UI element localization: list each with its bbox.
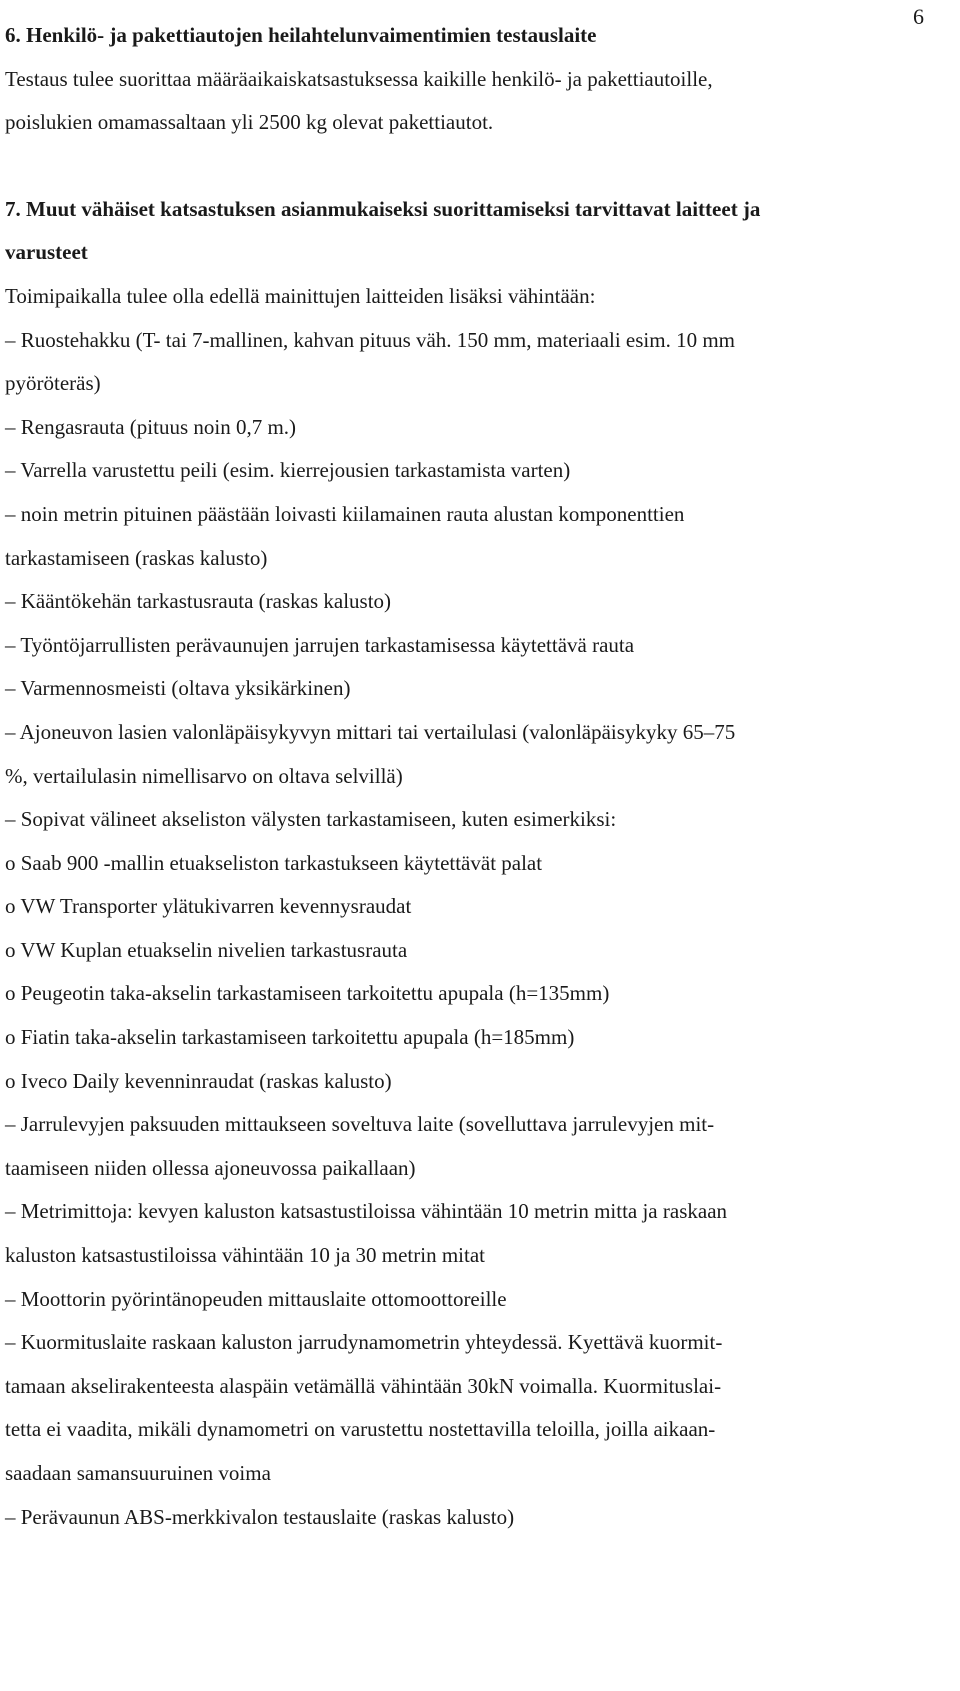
section-6-text-line: poislukien omamassaltaan yli 2500 kg olevat pakettiautot.	[5, 110, 494, 135]
list-item: – noin metrin pituinen päästään loivasti kiilamainen rauta alustan komponenttien	[5, 501, 685, 526]
list-item: – Ruostehakku (T- tai 7-mallinen, kahvan pituus väh. 150 mm, materiaali esim. 10 mm	[5, 327, 736, 352]
list-item: saadaan samansuuruinen voima	[5, 1461, 271, 1485]
section-6-heading: 6. Henkilö- ja pakettiautojen heilahtelunvaimentimien testauslaite	[5, 23, 597, 47]
list-item: – Työntöjarrullisten perävaunujen jarrujen tarkastamisessa käytettävä rauta	[5, 632, 635, 657]
section-7-heading: varusteet	[5, 240, 88, 265]
sub-list-item: o Fiatin taka-akselin tarkastamiseen tarkoitettu apupala (h=185mm)	[5, 1025, 575, 1050]
list-item: – Sopivat välineet akseliston välysten tarkastamiseen, kuten esimerkiksi:	[5, 807, 617, 832]
list-item: – Kuormituslaite raskaan kaluston jarrudynamometrin yhteydessä. Kyettävä kuormit-	[5, 1330, 723, 1355]
sub-list-item: o Peugeotin taka-akselin tarkastamiseen tarkoitettu apupala (h=135mm)	[5, 981, 610, 1006]
section-7-intro: Toimipaikalla tulee olla edellä mainittujen laitteiden lisäksi vähintään:	[5, 283, 596, 308]
list-item: tetta ei vaadita, mikäli dynamometri on varustettu nostettavilla teloilla, joilla aikaan-	[5, 1417, 716, 1442]
list-item: – Varrella varustettu peili (esim. kierrejousien tarkastamista varten)	[5, 458, 571, 483]
list-item: tamaan akselirakenteesta alaspäin vetämällä vähintään 30kN voimalla. Kuormituslai-	[5, 1373, 722, 1398]
list-item: – Metrimittoja: kevyen kaluston katsastustiloissa vähintään 10 metrin mitta ja raskaan	[5, 1199, 728, 1224]
list-item: – Rengasrauta (pituus noin 0,7 m.)	[5, 414, 297, 439]
section-7-heading: 7. Muut vähäiset katsastuksen asianmukaiseksi suorittamiseksi tarvittavat laitteet ja	[5, 196, 761, 221]
list-item: pyöröteräs)	[5, 371, 101, 396]
list-item: – Varmennosmeisti (oltava yksikärkinen)	[5, 676, 351, 701]
document-body	[5, 14, 930, 1539]
list-item: tarkastamiseen (raskas kalusto)	[5, 545, 268, 570]
list-item: – Perävaunun ABS-merkkivalon testauslaite (raskas kalusto)	[5, 1504, 515, 1529]
list-item: – Ajoneuvon lasien valonläpäisykyvyn mittari tai vertailulasi (valonläpäisykyky 65–75	[5, 719, 736, 744]
sub-list-item: o VW Transporter ylätukivarren kevennysraudat	[5, 894, 412, 919]
sub-list-item: o Iveco Daily kevenninraudat (raskas kalusto)	[5, 1068, 392, 1093]
sub-list-item: o VW Kuplan etuakselin nivelien tarkastusrauta	[5, 937, 408, 962]
list-item: – Kääntökehän tarkastusrauta (raskas kalusto)	[5, 589, 392, 614]
list-item: kaluston katsastustiloissa vähintään 10 ja 30 metrin mitat	[5, 1243, 486, 1268]
page-number: 6	[913, 4, 924, 29]
sub-list-item: o Saab 900 -mallin etuakseliston tarkastukseen käytettävät palat	[5, 850, 543, 875]
list-item: taamiseen niiden ollessa ajoneuvossa paikallaan)	[5, 1155, 416, 1180]
section-spacer	[5, 145, 930, 188]
list-item: %, vertailulasin nimellisarvo on oltava selvillä)	[5, 763, 403, 788]
list-item: – Moottorin pyörintänopeuden mittauslaite ottomoottoreille	[5, 1286, 507, 1311]
equipment-list	[5, 319, 930, 1540]
list-item: – Jarrulevyjen paksuuden mittaukseen soveltuva laite (sovelluttava jarrulevyjen mit-	[5, 1112, 715, 1137]
section-6-text-line: Testaus tulee suorittaa määräaikaiskatsastuksessa kaikille henkilö- ja pakettiautoille,	[5, 66, 713, 91]
